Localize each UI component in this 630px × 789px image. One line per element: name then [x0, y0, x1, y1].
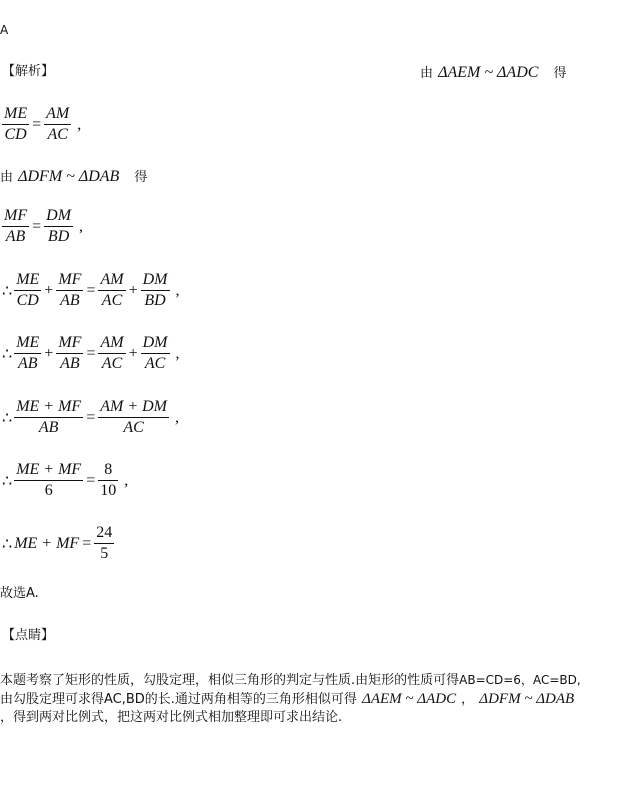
fraction: $\frac{ME}{CD}$ [16, 271, 40, 309]
fraction: $\frac{ME + MF}{AB}$ [16, 398, 82, 436]
comment-line-2 [0, 688, 574, 708]
line2-suffix: 得 [134, 170, 148, 185]
fraction: $\frac{MF}{AB}$ [58, 271, 82, 309]
equation-step7: ∴ $\frac{ME + MF}{6}$ = $\frac{8}{10}$ , [2, 461, 129, 499]
line2-similarity: ΔDFM ~ ΔDAB [18, 168, 120, 185]
line2-prefix: 由 [0, 170, 14, 185]
intro-similarity: ΔAEM ~ ΔADC [438, 64, 539, 81]
fraction: $\frac{DM}{BD}$ [142, 271, 168, 309]
fraction: $\frac{DM}{AC}$ [142, 334, 168, 372]
analysis-intro [420, 62, 567, 82]
fraction: $\frac{24}{5}$ [96, 524, 113, 562]
comment-line-3: ，得到两对比例式，把这两对比例式相加整理即可求出结论. [0, 710, 343, 725]
equation-step5: ∴ $\frac{ME}{AB}$ + $\frac{MF}{AB}$ = $\frac{AM}{AC}$ + $\frac{DM}{AC}$ , [2, 334, 180, 372]
comment-tail-1: AB=CD=6，AC=BD, [459, 673, 581, 687]
fraction: $\frac{AM + DM}{AC}$ [100, 398, 167, 436]
fraction: $\frac{MF}{AB}$ [58, 334, 82, 372]
equation-step4: ∴ $\frac{ME}{CD}$ + $\frac{MF}{AB}$ = $\frac{AM}{AC}$ + $\frac{DM}{BD}$ , [2, 271, 180, 309]
comment-line-1 [0, 669, 581, 689]
intro-prefix: 由 [420, 66, 434, 81]
step8-lhs: ME + MF [14, 534, 80, 552]
therefore-symbol: ∴ [2, 409, 13, 427]
analysis-header: 【解析】 [2, 64, 55, 79]
fraction: $\frac{ME}{CD}$ [4, 105, 28, 143]
answer-letter: A [0, 23, 9, 37]
comment-similarity-2: ΔDFM ~ ΔDAB [479, 691, 575, 707]
comment-header: 【点睛】 [2, 628, 55, 643]
similarity-line-2 [0, 166, 147, 186]
fraction: $\frac{ME + MF}{6}$ [16, 461, 82, 499]
equation-step1: $\frac{ME}{CD}$ = $\frac{AM}{AC}$ , [4, 105, 82, 143]
fraction: $\frac{AM}{AC}$ [100, 334, 124, 372]
fraction: $\frac{AM}{AC}$ [46, 105, 70, 143]
comment-similarity-1: ΔAEM ~ ΔADC [362, 691, 457, 707]
fraction: $\frac{AM}{AC}$ [100, 271, 124, 309]
fraction: $\frac{8}{10}$ [100, 461, 117, 499]
fraction: $\frac{DM}{BD}$ [46, 207, 72, 245]
comment-text-2: 由勾股定理可求得AC,BD的长.通过两角相等的三角形相似可得 [0, 692, 357, 707]
therefore-symbol: ∴ [2, 345, 13, 363]
conclusion: 故选A. [0, 586, 39, 601]
comment-separator: ， [461, 692, 475, 707]
equation-step6: ∴ $\frac{ME + MF}{AB}$ = $\frac{AM + DM}{AC}$ , [2, 398, 179, 436]
fraction: $\frac{MF}{AB}$ [4, 207, 28, 245]
comment-text-1: 本题考察了矩形的性质，勾股定理，相似三角形的判定与性质.由矩形的性质可得 [0, 673, 460, 688]
equation-step8: ∴ ME + MF = $\frac{24}{5}$ [2, 524, 113, 562]
therefore-symbol: ∴ [2, 282, 13, 300]
therefore-symbol: ∴ [2, 472, 13, 490]
intro-suffix: 得 [553, 66, 567, 81]
therefore-symbol: ∴ [2, 535, 13, 553]
equation-step3: $\frac{MF}{AB}$ = $\frac{DM}{BD}$ , [4, 207, 84, 245]
fraction: $\frac{ME}{AB}$ [16, 334, 40, 372]
